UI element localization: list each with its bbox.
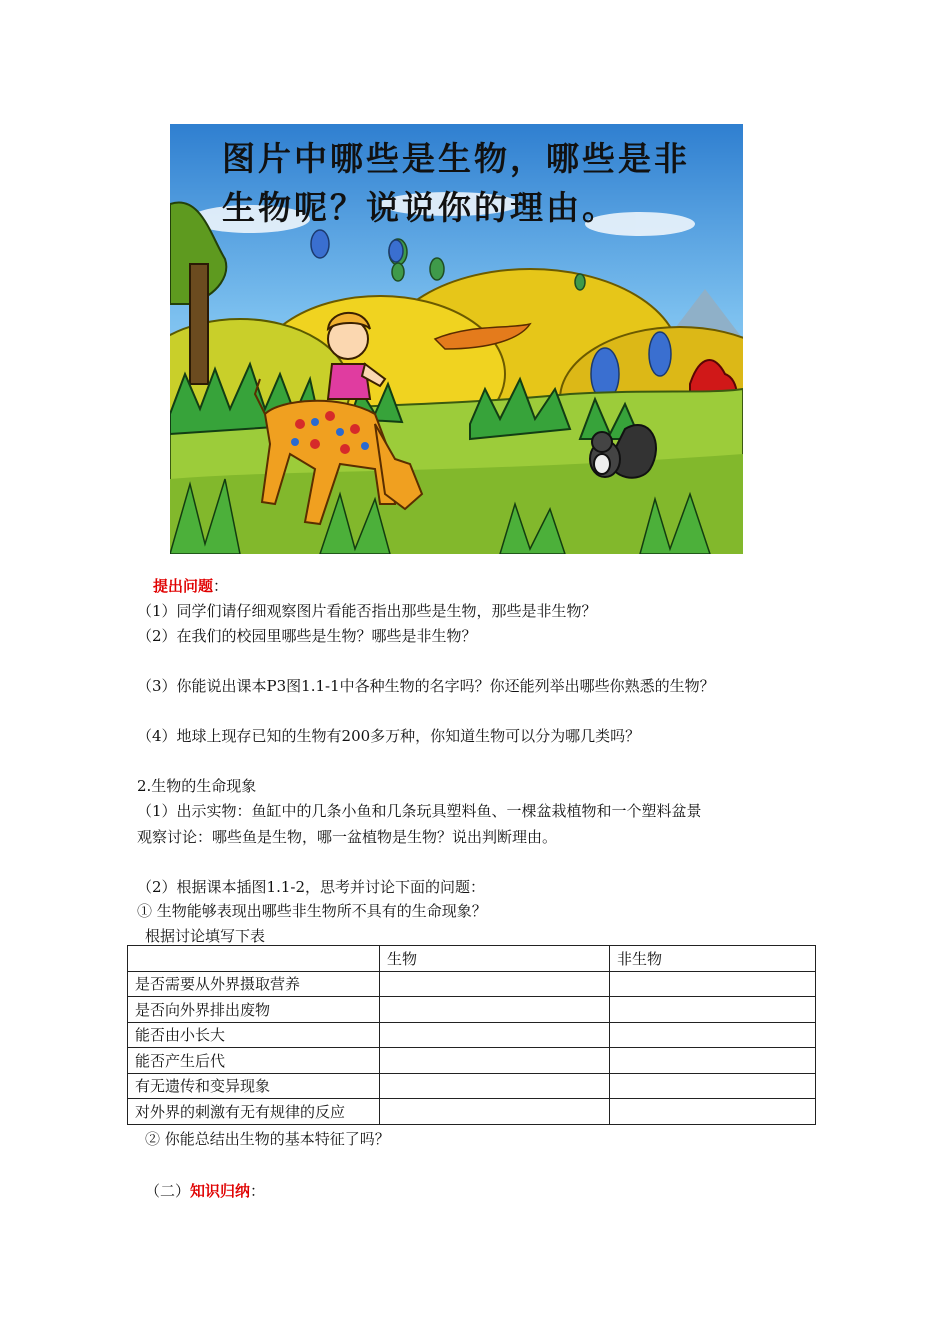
table-cell: 有无遗传和变异现象 xyxy=(128,1073,380,1099)
life-sub-2: ② 你能总结出生物的基本特征了吗？ xyxy=(145,1130,390,1148)
question-4: （4）地球上现存已知的生物有200多万种，你知道生物可以分为哪几类吗？ xyxy=(137,727,641,745)
table-cell xyxy=(610,1099,816,1125)
table-cell xyxy=(380,1022,610,1048)
table-cell xyxy=(380,971,610,997)
table-intro: 根据讨论填写下表 xyxy=(145,927,266,945)
table-cell: 能否产生后代 xyxy=(128,1048,380,1074)
summary-colon: ： xyxy=(250,1182,266,1200)
summary-prefix: （二） xyxy=(145,1182,191,1200)
table-cell xyxy=(380,1048,610,1074)
table-cell xyxy=(610,1048,816,1074)
life-sub-1: ① 生物能够表现出哪些非生物所不具有的生命现象？ xyxy=(137,902,487,920)
table-row xyxy=(128,997,816,1023)
illustration-caption-line1: 图片中哪些是生物，哪些是非 xyxy=(222,139,690,178)
propose-heading: 提出问题 xyxy=(153,577,214,595)
propose-heading-line xyxy=(153,575,228,596)
propose-heading-colon: ： xyxy=(213,577,229,595)
table-cell xyxy=(610,1022,816,1048)
table-header-cell: 生物 xyxy=(380,946,610,972)
table-header-cell: 非生物 xyxy=(610,946,816,972)
summary-heading: 知识归纳 xyxy=(190,1182,251,1200)
table-row xyxy=(128,1099,816,1125)
table-row xyxy=(128,1048,816,1074)
table-cell: 能否由小长大 xyxy=(128,1022,380,1048)
table-cell xyxy=(610,1073,816,1099)
comparison-table xyxy=(127,945,816,1125)
table-cell: 是否向外界排出废物 xyxy=(128,997,380,1023)
life-item-1: （1）出示实物：鱼缸中的几条小鱼和几条玩具塑料鱼、一棵盆栽植物和一个塑料盆景 xyxy=(137,802,702,820)
table-cell xyxy=(610,971,816,997)
table-cell: 是否需要从外界摄取营养 xyxy=(128,971,380,997)
table-header-row xyxy=(128,946,816,972)
life-heading: 2.生物的生命现象 xyxy=(137,777,257,795)
summary-heading-line xyxy=(145,1180,265,1201)
table-cell xyxy=(610,997,816,1023)
table-cell xyxy=(380,1099,610,1125)
table-row xyxy=(128,1073,816,1099)
table-cell xyxy=(380,1073,610,1099)
table-row xyxy=(128,1022,816,1048)
table-cell xyxy=(380,997,610,1023)
life-item-2: （2）根据课本插图1.1-2，思考并讨论下面的问题： xyxy=(137,878,486,896)
table-cell: 对外界的刺激有无有规律的反应 xyxy=(128,1099,380,1125)
question-2: （2）在我们的校园里哪些是生物？哪些是非生物？ xyxy=(137,627,477,645)
table-header-cell xyxy=(128,946,380,972)
table-row xyxy=(128,971,816,997)
illustration-caption-line2: 生物呢？说说你的理由。 xyxy=(222,188,618,227)
life-item-1-discussion: 观察讨论：哪些鱼是生物，哪一盆植物是生物？说出判断理由。 xyxy=(137,828,558,846)
cartoon-illustration xyxy=(170,124,743,554)
question-3: （3）你能说出课本P3图1.1-1中各种生物的名字吗？你还能列举出哪些你熟悉的生物？ xyxy=(137,677,715,695)
question-1: （1）同学们请仔细观察图片看能否指出那些是生物，那些是非生物？ xyxy=(137,602,597,620)
